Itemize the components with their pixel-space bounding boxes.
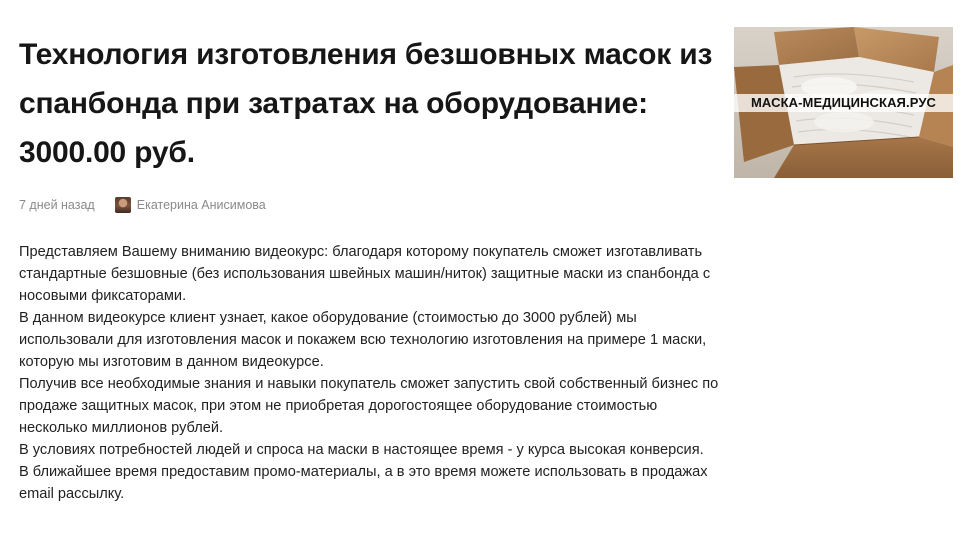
article-paragraph: В условиях потребностей людей и спроса на маски в настоящее время - у курса высокая конверсия. [19, 442, 704, 458]
article-title[interactable]: Технология изготовления безшовных масок из спанбонда при затратах на оборудование: 3000.00 руб. [19, 38, 713, 169]
article-paragraph: Получив все необходимые знания и навыки покупатель сможет запустить свой собственный бизнес по продаже защитных масок, при этом не приобретая дорогостоящее оборудование стоимостью несколько миллионов рублей. [19, 376, 719, 436]
article-body [19, 241, 719, 505]
article-meta [19, 196, 719, 214]
publish-date: 7 дней назад [19, 198, 95, 212]
article-paragraph: В ближайшее время предоставим промо-материалы, а в это время можете использовать в продажах email рассылку. [19, 464, 708, 502]
article [19, 30, 719, 505]
article-thumbnail[interactable] [734, 27, 953, 178]
article-paragraph: Представляем Вашему вниманию видеокурс: благодаря которому покупатель сможет изготавливать стандартные безшовные (без использования швейных машин/ниток) защитные маски из спанбонда с носовыми фиксаторами. [19, 244, 711, 304]
author-avatar[interactable] [115, 197, 131, 213]
article-paragraph: В данном видеокурсе клиент узнает, какое оборудование (стоимостью до 3000 рублей) мы использовали для изготовления масок и покажем всю технологию изготовления на примере 1 маски, которую мы изготовим в данном видеокурсе. [19, 310, 707, 370]
thumbnail-caption: МАСКА-МЕДИЦИНСКАЯ.РУС [734, 94, 953, 112]
author-name[interactable]: Екатерина Анисимова [136, 198, 266, 212]
